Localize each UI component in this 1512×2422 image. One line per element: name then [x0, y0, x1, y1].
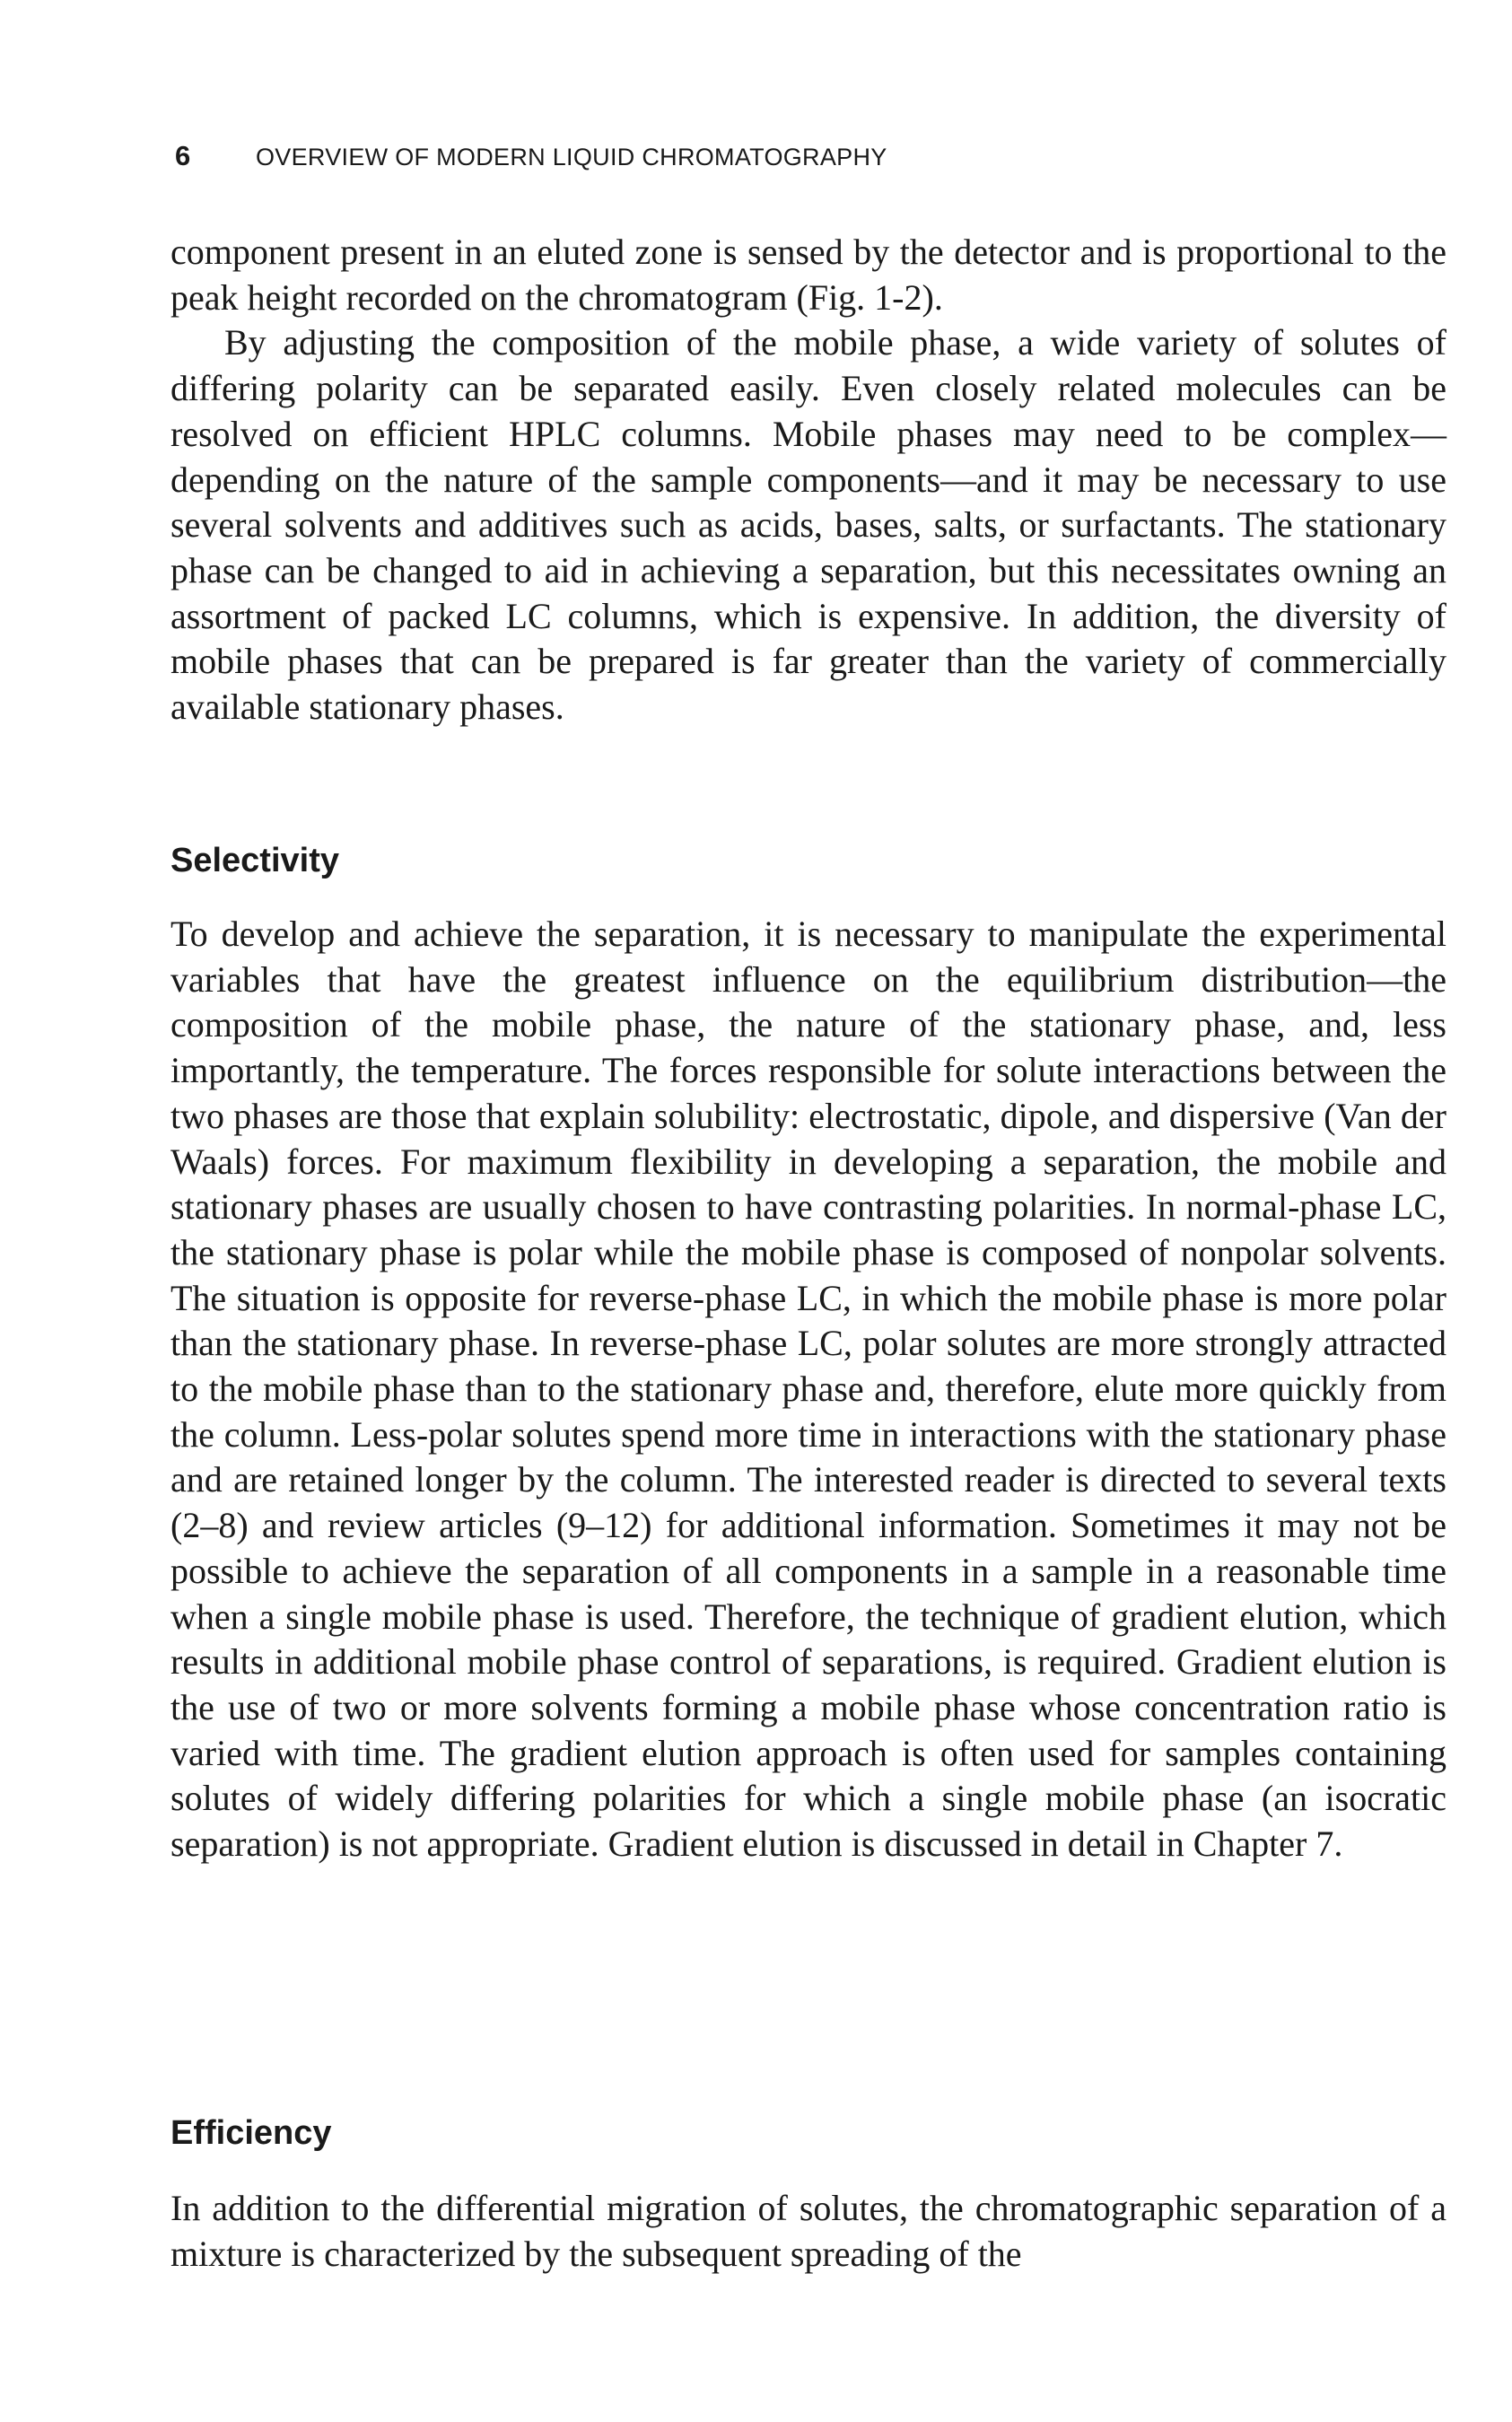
paragraph-continuation: component present in an eluted zone is sensed by the detector and is proportional to the peak height recorded on the chromatogram (Fig. 1-2). [170, 232, 1446, 318]
paragraph-mobile-phase: By adjusting the composition of the mobile phase, a wide variety of solutes of differing polarity can be separated easily. Even closely related molecules can be resolved on efficient HPLC columns. Mobile phases may need to be complex—depending on the nature of the sample components—and it may be necessary to use several solvents and additives such as acids, bases, salts, or surfactants. The stationary phase can be changed to aid in achieving a separation, but this necessitates owning an assortment of packed LC columns, which is expensive. In addition, the diversity of mobile phases that can be prepared is far greater than the variety of commercially available stationary phases. [170, 322, 1446, 728]
section-heading-selectivity: Selectivity [170, 842, 339, 879]
section-heading-efficiency: Efficiency [170, 2114, 332, 2152]
running-title: OVERVIEW OF MODERN LIQUID CHROMATOGRAPHY [256, 144, 887, 171]
paragraph-efficiency: In addition to the differential migration of solutes, the chromatographic separation of a mixture is characterized by the subsequent spreading of the [170, 2188, 1446, 2274]
selectivity-text-block [170, 912, 1446, 1867]
running-header [175, 140, 887, 172]
page-number: 6 [175, 140, 191, 171]
paragraph-selectivity: To develop and achieve the separation, it is necessary to manipulate the experimental variables that have the greatest influence on the equilibrium distribution—the composition of the mobile phase, the nature of the stationary phase, and, less importantly, the temperature. The forces responsible for solute interactions between the two phases are those that explain solubility: electrostatic, dipole, and dispersive (Van der Waals) forces. For maximum flexibility in developing a separation, the mobile and stationary phases are usually chosen to have contrasting polarities. In normal-phase LC, the stationary phase is polar while the mobile phase is composed of nonpolar solvents. The situation is opposite for reverse-phase LC, in which the mobile phase is more polar than the stationary phase. In reverse-phase LC, polar solutes are more strongly attracted to the mobile phase than to the stationary phase and, therefore, elute more quickly from the column. Less-polar solutes spend more time in interactions with the stationary phase and are retained longer by the column. The interested reader is directed to several texts (2–8) and review articles (9–12) for additional information. Sometimes it may not be possible to achieve the separation of all components in a sample in a reasonable time when a single mobile phase is used. Therefore, the technique of gradient elution, which results in additional mobile phase control of separations, is required. Gradient elution is the use of two or more solvents forming a mobile phase whose concentration ratio is varied with time. The gradient elution approach is often used for samples containing solutes of widely differing polarities for which a single mobile phase (an isocratic separation) is not appropriate. Gradient elution is discussed in detail in Chapter 7. [170, 914, 1446, 1865]
efficiency-text-block [170, 2186, 1446, 2277]
intro-text-block [170, 230, 1446, 730]
